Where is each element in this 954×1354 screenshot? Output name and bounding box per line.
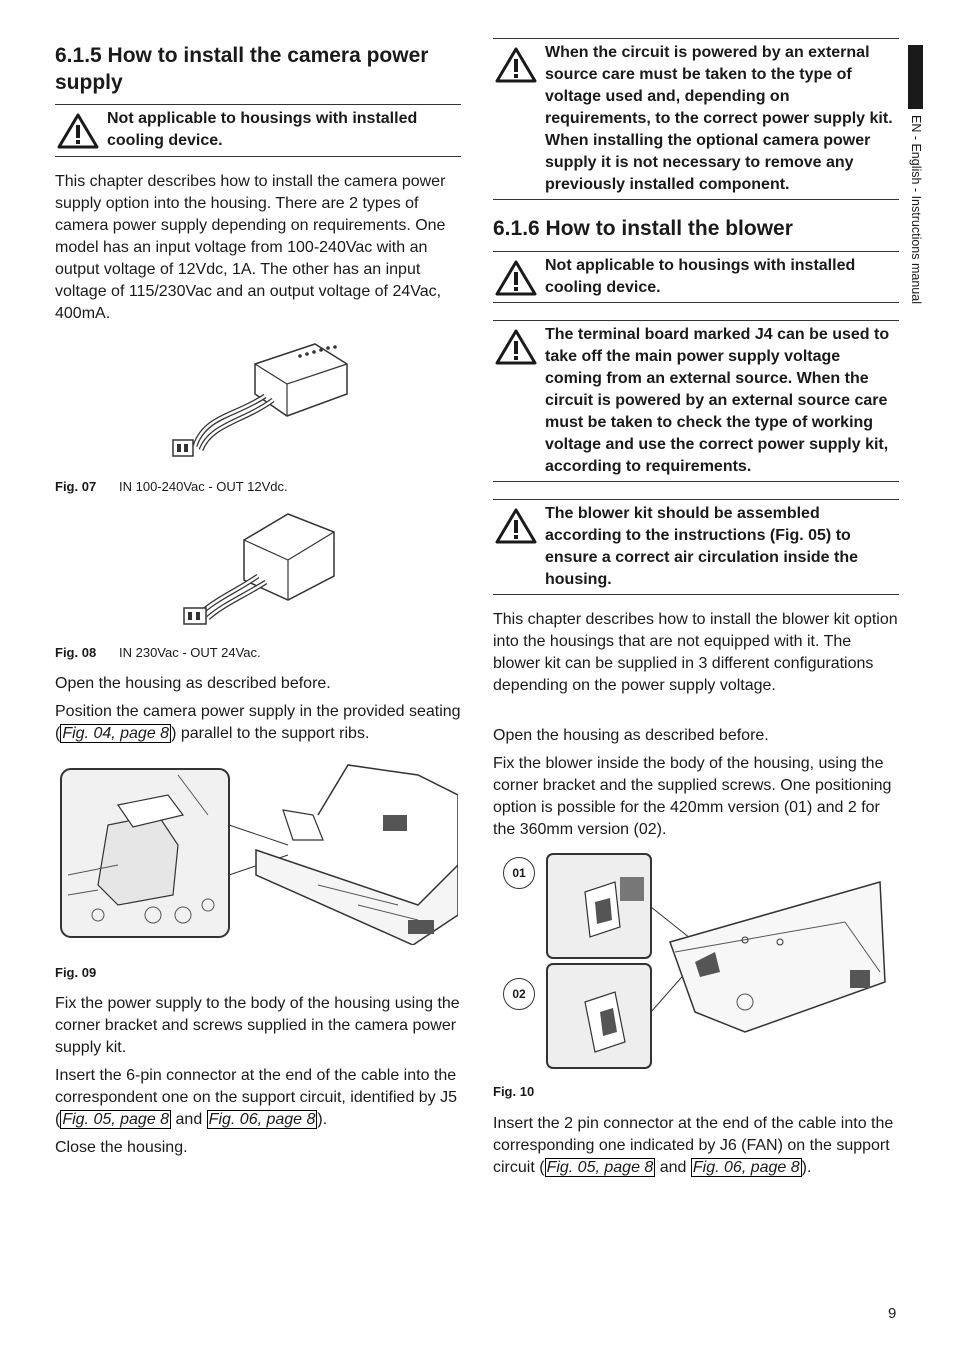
figure-10-badge-01: 01: [503, 857, 535, 889]
intro-paragraph: This chapter describes how to install the camera power supply option into the housing. There are 2 types of camera power supply depending on requirements. One model has an input voltage from 100-240Vac with an output voltage of 12Vdc, 1A. The other has an input voltage of 115/230Vac and an output voltage of 24Vac, 400mA.: [55, 173, 446, 322]
figure-08-illustration: [178, 510, 338, 632]
figure-09-caption: Fig. 09: [55, 965, 97, 980]
blower-fix-paragraph: Fix the blower inside the body of the housing, using the corner bracket and the supplied screws. One positioning option is possible for the 420mm version (01) and 2 for the 360mm version (02).: [493, 755, 892, 838]
warning-text: When the circuit is powered by an external source care must be taken to the type of voltage used and, depending on requirements, to the correct power supply kit. When installing the optional camera power supply it is not necessary to remove any previously installed component.: [545, 44, 893, 193]
warning-box-external-source: [493, 38, 899, 200]
warning-icon: [495, 329, 537, 365]
warning-icon: [495, 508, 537, 544]
close-housing-paragraph: Close the housing.: [55, 1139, 188, 1156]
figure-10-badge-02: 02: [503, 978, 535, 1010]
figure-10-caption: Fig. 10: [493, 1084, 535, 1099]
insert-connector-paragraph: Insert the 6-pin connector at the end of the cable into the correspondent one on the support circuit, identified by J5 ( Fig. 05, page 8 and Fig. 06, page 8 ).: [55, 1067, 458, 1128]
page-number: 9: [888, 1305, 897, 1322]
warning-box-terminal-board: [493, 320, 899, 482]
warning-box-blower-kit: [493, 499, 899, 595]
warning-icon: [495, 47, 537, 83]
position-paragraph: Position the camera power supply in the provided seating ( Fig. 04, page 8 ) parallel to the support ribs.: [55, 703, 461, 742]
warning-icon: [57, 113, 99, 149]
blower-intro-paragraph: This chapter describes how to install the blower kit option into the housings that are not equipped with it. The blower kit can be supplied in 3 different configurations depending on the power supply voltage.: [493, 611, 898, 694]
warning-text: The blower kit should be assembled according to the instructions (Fig. 05) to ensure a correct air circulation inside the housing.: [545, 505, 858, 588]
figure-10-illustration: [545, 852, 890, 1070]
figure-07-illustration: [165, 336, 355, 464]
warning-icon: [495, 260, 537, 296]
sidebar-tab-marker: [908, 45, 923, 109]
section-heading-blower: 6.1.6 How to install the blower: [493, 217, 793, 240]
link-fig-06[interactable]: Fig. 06, page 8: [208, 1111, 316, 1128]
link-fig-04[interactable]: Fig. 04, page 8: [62, 725, 170, 742]
fix-power-supply-paragraph: Fix the power supply to the body of the housing using the corner bracket and screws supplied in the camera power supply kit.: [55, 995, 460, 1056]
warning-box: [55, 104, 461, 157]
warning-text: Not applicable to housings with installed cooling device.: [107, 110, 418, 149]
warning-text: Not applicable to housings with installed cooling device.: [545, 257, 856, 296]
warning-text: The terminal board marked J4 can be used to take off the main power supply voltage coming from an external source. When the circuit is powered by an external source care must be taken to check the type of working voltage and use the correct power supply kit, according to requirements.: [545, 326, 890, 475]
sidebar-language-label: EN - English - Instructions manual: [909, 115, 923, 304]
blower-open-paragraph: Open the housing as described before.: [493, 727, 769, 744]
figure-09-illustration: [58, 755, 458, 945]
figure-07-caption: Fig. 07 IN 100-240Vac - OUT 12Vdc.: [55, 479, 288, 494]
link-fig-06[interactable]: Fig. 06, page 8: [692, 1159, 800, 1176]
section-heading-power-supply: 6.1.5 How to install the camera power supply: [55, 44, 429, 94]
blower-insert-paragraph: Insert the 2 pin connector at the end of the cable into the corresponding one indicated by J6 (FAN) on the support circuit ( Fig. 05, page 8 and Fig. 06, page 8 ).: [493, 1115, 894, 1176]
figure-08-caption: Fig. 08 IN 230Vac - OUT 24Vac.: [55, 645, 261, 660]
link-fig-05[interactable]: Fig. 05, page 8: [62, 1111, 170, 1128]
warning-box: [493, 251, 899, 303]
link-fig-05[interactable]: Fig. 05, page 8: [546, 1159, 654, 1176]
open-housing-paragraph: Open the housing as described before.: [55, 675, 331, 692]
